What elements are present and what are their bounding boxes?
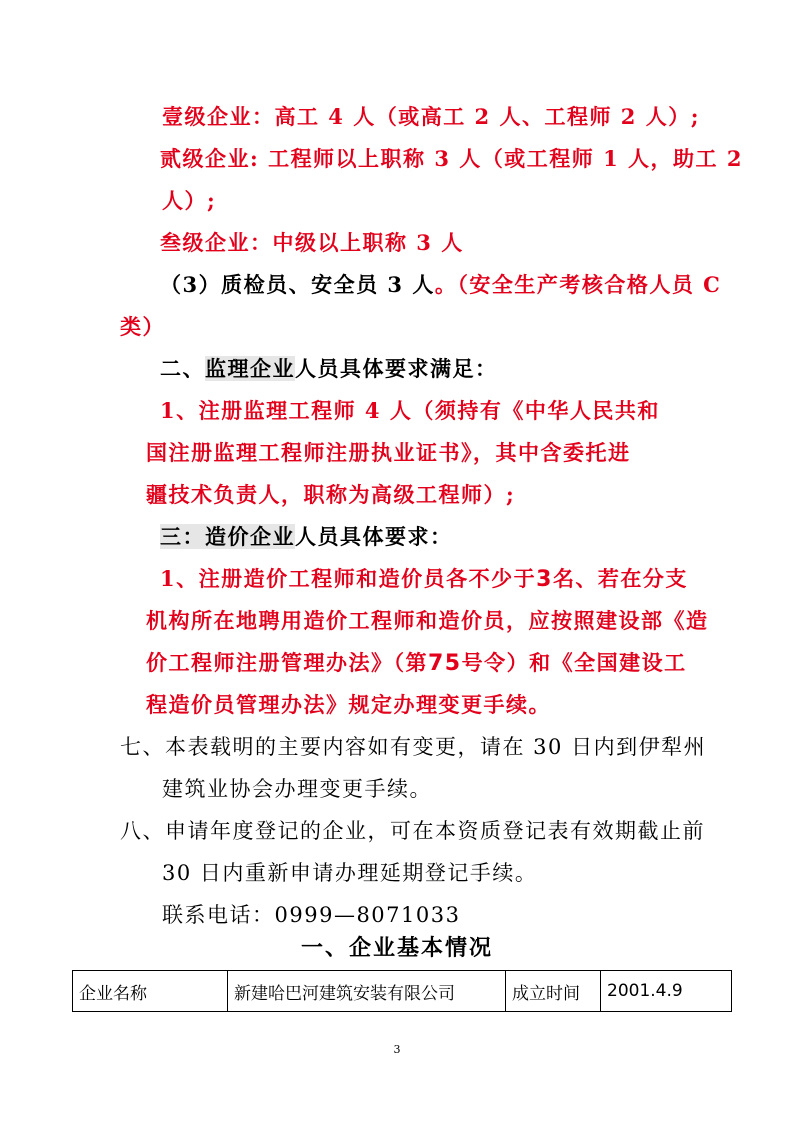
section-supervision-heading — [160, 355, 498, 383]
item-eight-line2: 30 日内重新申请办理延期登记手续。 — [162, 861, 538, 885]
supervision-req-line3: 疆技术负责人，职称为高级工程师）; — [146, 482, 516, 507]
grade3-requirement: 叁级企业：中级以上职称 3 人 — [160, 230, 464, 255]
supervision-heading-rest: 人员具体要求满足： — [295, 356, 498, 381]
cost-req-line1 — [160, 565, 688, 594]
enterprise-info-table — [72, 970, 732, 1012]
inspector-requirement — [160, 271, 721, 299]
safety-exam-note: 。（安全生产考核合格人员 C — [434, 272, 722, 297]
section-title: 一、企业基本情况 — [300, 935, 493, 961]
cost-req-count: 3 — [536, 567, 553, 592]
cost-req-text-a: 1、注册造价工程师和造价员各不少于 — [160, 566, 537, 591]
supervision-enterprise-label: 监理企业 — [205, 356, 295, 381]
table-row — [73, 971, 732, 1012]
cost-req-line3 — [146, 649, 687, 678]
page-number: 3 — [393, 1043, 401, 1056]
grade2-requirement-cont: 人）; — [162, 188, 217, 213]
grade1-requirement: 壹级企业：高工 4 人（或高工 2 人、工程师 2 人）; — [162, 104, 700, 129]
founding-date-label: 成立时间 — [506, 971, 601, 1012]
enterprise-name-value: 新建哈巴河建筑安装有限公司 — [228, 971, 506, 1012]
cost-req-text-b: 名、若在分支 — [552, 566, 688, 591]
grade2-requirement: 贰级企业: 工程师以上职称 3 人（或工程师 1 人，助工 2 — [160, 146, 743, 171]
cost-heading-rest: 人员具体要求： — [295, 524, 453, 549]
enterprise-name-label: 企业名称 — [73, 971, 228, 1012]
cost-req-order-number: 75 — [428, 651, 462, 676]
cost-req-text-c: 价工程师注册管理办法》（第 — [146, 650, 428, 675]
supervision-req-line1: 1、注册监理工程师 4 人（须持有《中华人民共和 — [160, 398, 660, 423]
section-cost-heading — [160, 523, 453, 551]
cost-req-line2: 机构所在地聘用造价工程师和造价员，应按照建设部《造 — [146, 608, 709, 633]
item-seven-line2: 建筑业协会办理变更手续。 — [162, 777, 432, 801]
contact-phone: 联系电话：0999—8071033 — [162, 903, 461, 927]
item-eight-line1: 八、申请年度登记的企业，可在本资质登记表有效期截止前 — [120, 819, 705, 843]
supervision-req-line2: 国注册监理工程师注册执业证书》，其中含委托进 — [146, 440, 631, 465]
cost-enterprise-label: 三：造价企业 — [160, 524, 295, 549]
cost-req-line4: 程造价员管理办法》规定办理变更手续。 — [146, 692, 551, 717]
safety-exam-note-cont: 类） — [120, 314, 165, 339]
cost-req-text-d: 号令）和《全国建设工 — [461, 650, 687, 675]
inspector-text: （3）质检员、安全员 3 人 — [160, 272, 435, 297]
founding-date-value: 2001.4.9 — [601, 971, 732, 1012]
item-seven-line1: 七、本表载明的主要内容如有变更，请在 30 日内到伊犁州 — [120, 735, 707, 759]
section-two-prefix: 二、 — [160, 356, 205, 381]
